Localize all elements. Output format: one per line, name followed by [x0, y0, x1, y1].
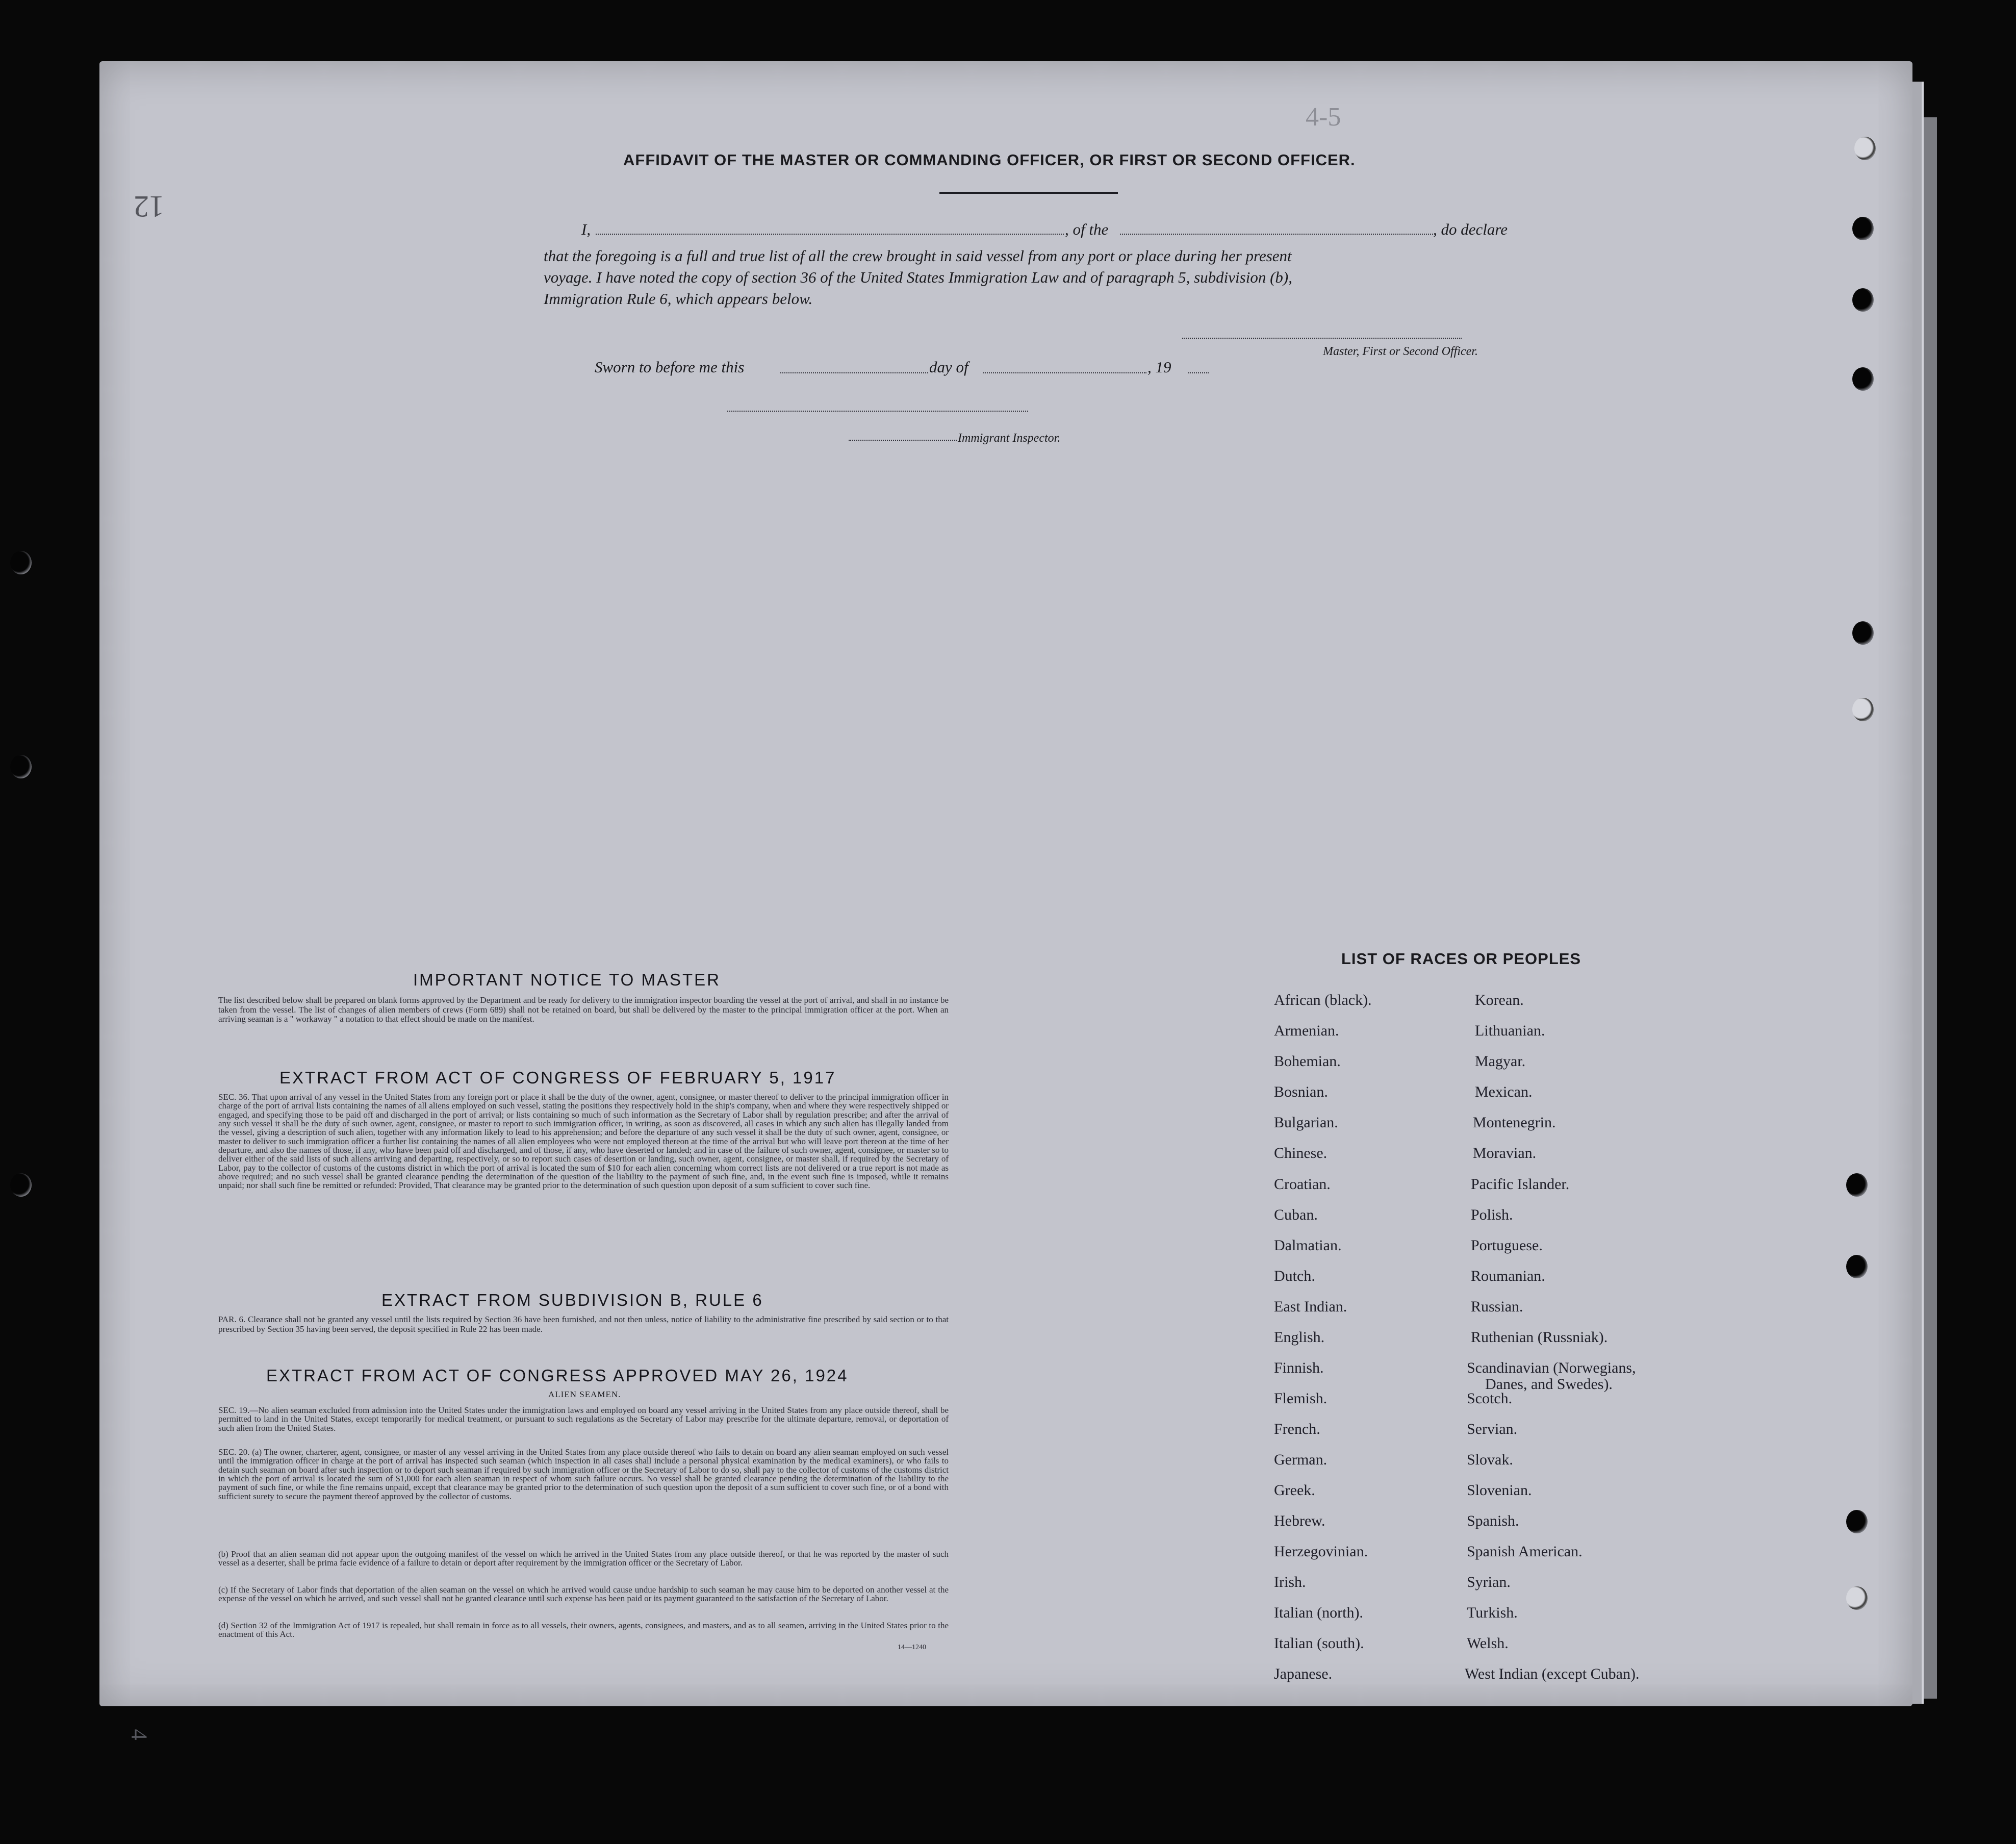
race-item: Spanish American. [1467, 1543, 1583, 1560]
race-item: Italian (south). [1274, 1635, 1364, 1652]
race-item: East Indian. [1274, 1298, 1347, 1315]
notice-title: IMPORTANT NOTICE TO MASTER [413, 970, 721, 989]
extract-1924-sec20d: (d) Section 32 of the Immigration Act of 1917 is repealed, but shall remain in force as to all vessels, their owners, agents, consignees, and masters, and as to all seamen, arriving in the United States prior to the enactment of this Act. [218, 1621, 949, 1639]
race-item: Chinese. [1274, 1145, 1328, 1161]
affidavit-line1-of-the: , of the [1065, 220, 1109, 238]
race-item: Syrian. [1467, 1574, 1511, 1590]
race-item: Croatian. [1274, 1176, 1331, 1193]
form-number: 14—1240 [898, 1644, 926, 1651]
affidavit-line3: voyage. I have noted the copy of section 36 of the United States Immigration Law and of paragraph 5, subdivision (b), [544, 268, 1292, 286]
race-item: Ruthenian (Russniak). [1471, 1329, 1608, 1346]
affidavit-line1-declare: , do declare [1433, 220, 1508, 238]
inspector-signature-line [727, 411, 1028, 412]
race-item: Armenian. [1274, 1022, 1339, 1039]
margin-bottom-mark: 4 [126, 1729, 152, 1740]
extract-rule6-body: PAR. 6. Clearance shall not be granted any vessel until the lists required by Section 36 have been furnished, and not then unless, notice of liability to the administrative fine prescribed by said section or to that prescribed by Section 35 having been served, the deposit specified in Rule 22 has been made. [218, 1315, 949, 1334]
binder-hole [1846, 1173, 1868, 1197]
race-item: Finnish. [1274, 1359, 1324, 1376]
race-item-continuation: Danes, and Swedes). [1485, 1376, 1613, 1393]
race-item: German. [1274, 1451, 1328, 1468]
binder-hole [1846, 1255, 1868, 1278]
race-item: Dutch. [1274, 1268, 1315, 1284]
races-title: LIST OF RACES OR PEOPLES [1341, 950, 1581, 968]
race-item: Korean. [1475, 992, 1524, 1008]
binder-hole [1846, 1586, 1868, 1610]
notice-body: The list described below shall be prepared on blank forms approved by the Department and be ready for delivery to the immigration inspector boarding the vessel at the port of arrival, and shall in no instance be taken from the vessel. The list of changes of alien members of crews (Form 689) shall not be retained on board, but shall be delivered by the master to the principal immigration officer at the port. When an arriving seaman is a " workaway " a notation to that effect should be made on the manifest. [218, 995, 949, 1024]
sworn-month-blank [983, 372, 1146, 373]
binder-hole [1852, 698, 1874, 721]
race-item: Scandinavian (Norwegians, [1467, 1359, 1636, 1376]
race-item: Magyar. [1475, 1053, 1526, 1070]
race-item: Irish. [1274, 1574, 1306, 1590]
sworn-prefix: Sworn to before me this [595, 358, 745, 376]
extract-1924-sec20c: (c) If the Secretary of Labor finds that deportation of the alien seaman on the vessel on which he arrived would cause undue hardship to such seaman he may cause him to be deported on another vessel at the expense of the vessel on which he arrived, and such vessel shall not be granted clearance until such expense has been paid or its payment guaranteed to the satisfaction of the Secretary of Labor. [218, 1585, 949, 1604]
race-item: African (black). [1274, 992, 1372, 1008]
binder-hole [10, 551, 32, 574]
margin-number: 12 [134, 190, 164, 223]
page-edge-shadow [1923, 117, 1937, 1699]
race-item: Slovenian. [1467, 1482, 1532, 1499]
extract-1924-sec20a: SEC. 20. (a) The owner, charterer, agent, consignee, or master of any vessel arriving in the United States from any place outside thereof who fails to detain on board any alien seaman employed on such vessel until the immigration officer in charge at the port of arrival has inspected such seaman (which inspection in all cases shall include a personal physical examination by the medical examiners), or who fails to detain such seaman on board after such inspection or to deport such seaman if required by such immigration officer or the Secretary of Labor to do so, shall pay to the collector of customs of the customs district in which the port of arrival is located the sum of $1,000 for each alien seaman in respect of whom such failure occurs. No vessel shall be granted clearance pending the determination of the liability to the payment of such fine, or while the fine remains unpaid, except that clearance may be granted prior to the determination of such question upon the deposit of a sum sufficient to cover such fine, or of a bond with sufficient surety to secure the payment thereof approved by the collector of customs. [218, 1447, 949, 1501]
race-item: Portuguese. [1471, 1237, 1543, 1254]
race-item: Bosnian. [1274, 1083, 1328, 1100]
race-item: Montenegrin. [1473, 1114, 1556, 1131]
race-item: Hebrew. [1274, 1512, 1325, 1529]
race-item: Servian. [1467, 1421, 1518, 1437]
extract-1924-subtitle: ALIEN SEAMEN. [548, 1390, 621, 1399]
master-signature-line [1182, 338, 1462, 339]
race-item: Turkish. [1467, 1604, 1518, 1621]
master-caption: Master, First or Second Officer. [1323, 345, 1478, 358]
affidavit-line1-i: I, [581, 220, 591, 238]
race-item: Bulgarian. [1274, 1114, 1338, 1131]
binder-hole [1852, 367, 1874, 391]
affidavit-title-rule [939, 192, 1118, 194]
race-item: Bohemian. [1274, 1053, 1341, 1070]
affidavit-line4: Immigration Rule 6, which appears below. [544, 290, 813, 308]
sworn-day-blank [780, 372, 928, 373]
race-item: Italian (north). [1274, 1604, 1363, 1621]
race-item: French. [1274, 1421, 1320, 1437]
affidavit-name-blank [596, 234, 1064, 235]
race-item: Japanese. [1274, 1665, 1333, 1682]
binder-hole [1846, 1510, 1868, 1533]
race-item: Moravian. [1473, 1145, 1537, 1161]
extract-1924-title: EXTRACT FROM ACT OF CONGRESS APPROVED MAY 26, 1924 [266, 1366, 849, 1385]
sworn-day: day of [929, 358, 968, 376]
race-item: Pacific Islander. [1471, 1176, 1570, 1193]
sworn-year: , 19 [1147, 358, 1171, 376]
sworn-year-blank [1188, 372, 1209, 373]
inspector-caption-leader [849, 440, 957, 441]
binder-hole [1854, 137, 1876, 160]
race-item: Welsh. [1467, 1635, 1509, 1652]
binder-hole [10, 755, 32, 778]
binder-hole [1852, 217, 1874, 240]
race-item: Scotch. [1467, 1390, 1513, 1407]
race-item: Slovak. [1467, 1451, 1513, 1468]
binder-hole [1852, 621, 1874, 645]
race-item: Russian. [1471, 1298, 1523, 1315]
race-item: Polish. [1471, 1206, 1513, 1223]
extract-1917-title: EXTRACT FROM ACT OF CONGRESS OF FEBRUARY 5, 1917 [279, 1068, 836, 1087]
extract-1917-body: SEC. 36. That upon arrival of any vessel in the United States from any foreign port or place it shall be the duty of the owner, agent, consignee, or master thereof to deliver to the principal immigration officer in charge of the port of arrival lists containing the names of all aliens employed on such vessel, stating the positions they respectively hold in the ship's company, when and where they were respectively shipped or engaged, and specifying those to be paid off and discharged in the port of arrival; or lists containing so much of such information as the Secretary of Labor shall by regulation prescribe; and after the arrival of any such vessel it shall be the duty of such owner, agent, consignee, or master to report to such immigration officer, in writing, as soon as discovered, all cases in which any such alien has illegally landed from the vessel, giving a description of such alien, together with any information likely to lead to his apprehension; and before the departure of any such vessel it shall be the duty of such owner, agent, consignee, or master to deliver to such immigration officer a further list containing the names of all alien employees who were not employed thereon at the time of the arrival but who will leave port thereon at the time of her departure, and also the names of those, if any, who have been paid off and discharged, and of those, if any, who have deserted or landed; and in case of the failure of such owner, agent, consignee, or master so to deliver either of the said lists of such aliens arriving and departing, respectively, or so to report such cases of desertion or landing, such owner, agent, consignee, or master shall, if required by the Secretary of Labor, pay to the collector of customs of the customs district in which the port of arrival is located the sum of $10 for each alien concerning whom correct lists are not delivered or a true report is not made as above required; and no such vessel shall be granted clearance pending the determination of the question of the liability to the payment of such fine, and, in the event such fine is imposed, while it remains unpaid; nor shall such fine be remitted or refunded: Provided, That clearance may be granted prior to the determination of such question upon deposit of a sum sufficient to cover such fine. [218, 1092, 949, 1191]
affidavit-vessel-blank [1120, 234, 1433, 235]
race-item: Herzegovinian. [1274, 1543, 1368, 1560]
race-item: Lithuanian. [1475, 1022, 1545, 1039]
inspector-caption: Immigrant Inspector. [958, 432, 1061, 445]
race-item: Mexican. [1475, 1083, 1533, 1100]
race-item: Dalmatian. [1274, 1237, 1342, 1254]
race-item: Spanish. [1467, 1512, 1519, 1529]
extract-rule6-title: EXTRACT FROM SUBDIVISION B, RULE 6 [381, 1291, 763, 1309]
race-item: Greek. [1274, 1482, 1315, 1499]
affidavit-title: AFFIDAVIT OF THE MASTER OR COMMANDING OFFICER, OR FIRST OR SECOND OFFICER. [623, 151, 1356, 169]
race-item: West Indian (except Cuban). [1465, 1665, 1640, 1682]
extract-1924-sec19: SEC. 19.—No alien seaman excluded from admission into the United States under the immigration laws and employed on board any vessel arriving in the United States from any place outside thereof, shall be permitted to land in the United States, except temporarily for medical treatment, or pursuant to such regulations as the Secretary of Labor may prescribe for the ultimate departure, removal, or deportation of such alien from the United States. [218, 1405, 949, 1433]
binder-hole [10, 1173, 32, 1197]
race-item: Roumanian. [1471, 1268, 1545, 1284]
affidavit-line2: that the foregoing is a full and true list of all the crew brought in said vessel from any port or place during her present [544, 247, 1292, 265]
race-item: Flemish. [1274, 1390, 1328, 1407]
margin-top-mark: 4-5 [1306, 103, 1341, 132]
binder-hole [1852, 288, 1874, 312]
race-item: Cuban. [1274, 1206, 1318, 1223]
race-item: English. [1274, 1329, 1325, 1346]
extract-1924-sec20b: (b) Proof that an alien seaman did not appear upon the outgoing manifest of the vessel on which he arrived in the United States from any place outside thereof, or that he was reported by the master of such vessel as a deserter, shall be prima facie evidence of a failure to detain or deport after requirement by the immigration officer or the Secretary of Labor. [218, 1549, 949, 1568]
